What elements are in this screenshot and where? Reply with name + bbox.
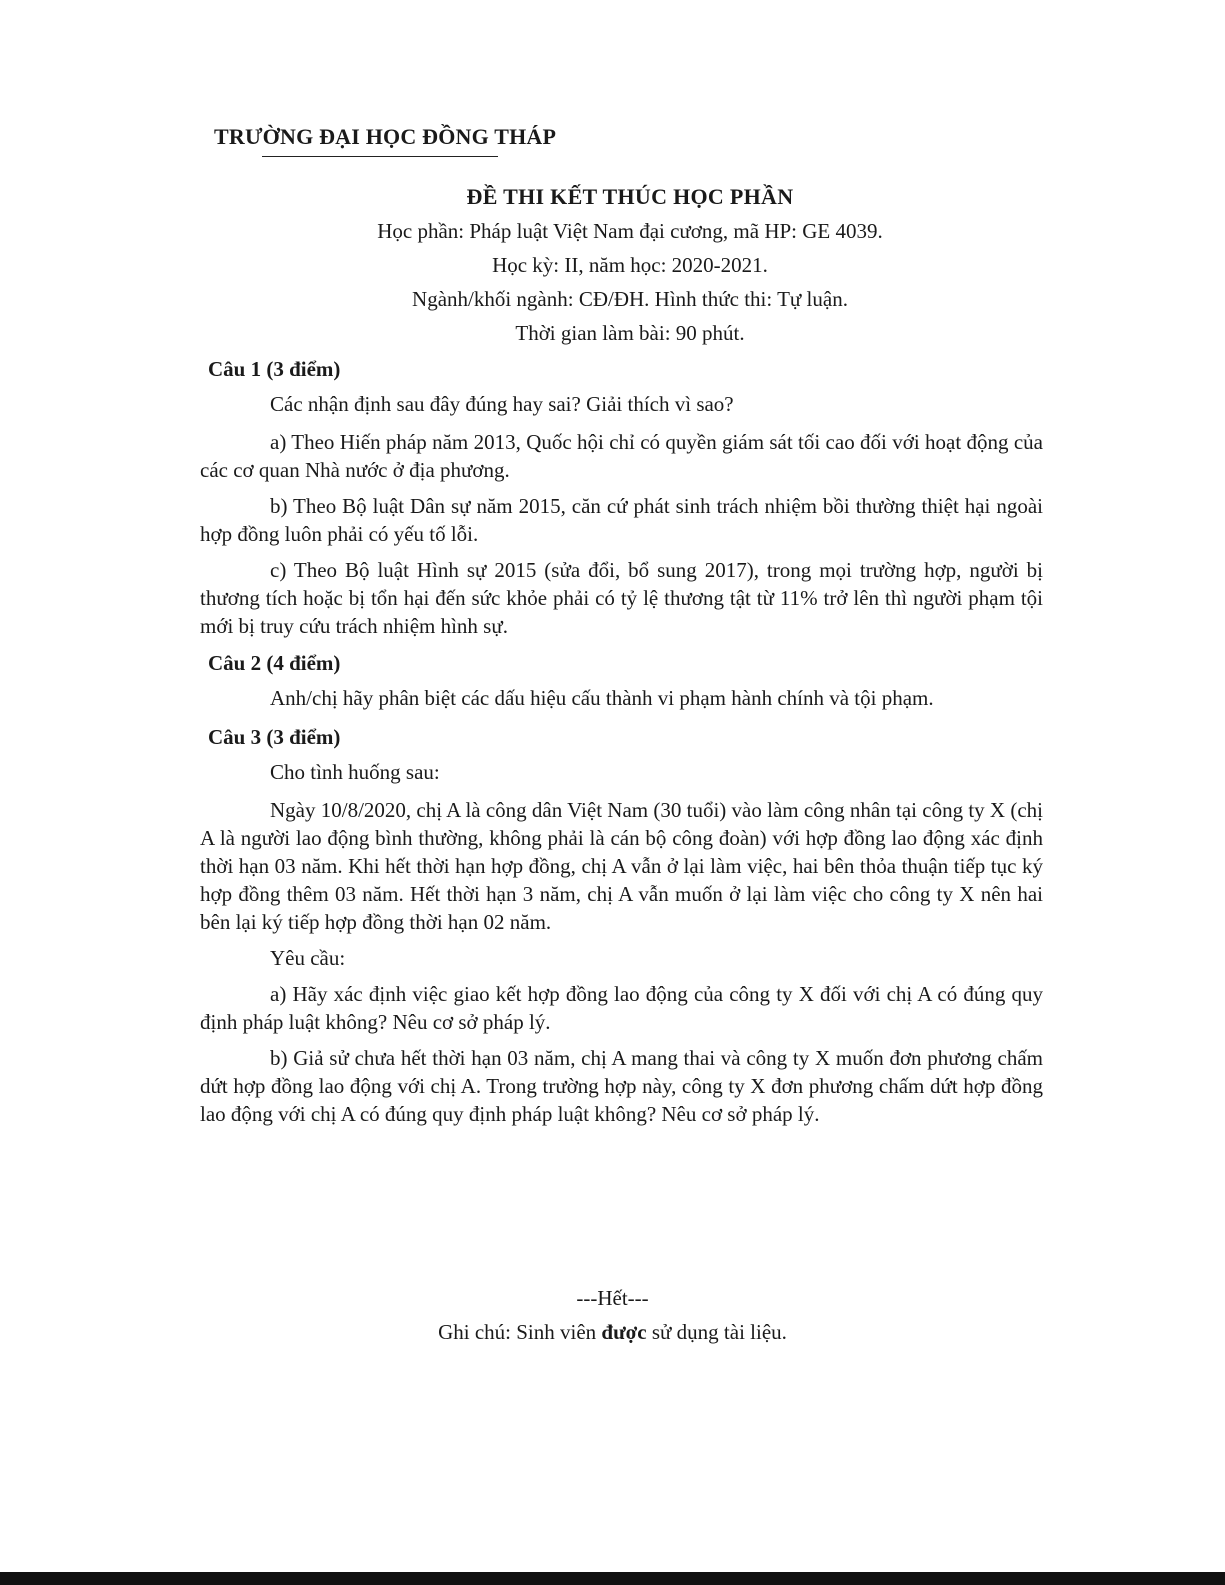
semester-line: Học kỳ: II, năm học: 2020-2021. — [492, 253, 768, 277]
question-heading: Câu 1 (3 điểm) — [208, 357, 341, 381]
scan-bottom-edge — [0, 1572, 1225, 1585]
question-paragraph: b) Theo Bộ luật Dân sự năm 2015, căn cứ phát sinh trách nhiệm bồi thường thiệt hại ngoài hợp đồng luôn phải có yếu tố lỗi. — [200, 494, 1043, 546]
note-emphasis: được — [601, 1320, 647, 1344]
question-paragraph: Anh/chị hãy phân biệt các dấu hiệu cấu thành vi phạm hành chính và tội phạm. — [270, 686, 934, 710]
note-suffix: sử dụng tài liệu. — [646, 1320, 787, 1344]
exam-title: ĐỀ THI KẾT THÚC HỌC PHẦN — [466, 184, 794, 209]
exam-header — [300, 180, 960, 350]
question-paragraph: c) Theo Bộ luật Hình sự 2015 (sửa đổi, bổ sung 2017), trong mọi trường hợp, người bị thương tích hoặc bị tổn hại đến sức khỏe phải có tỷ lệ thương tật từ 11% trở lên thì người phạm tội mới bị truy cứu trách nhiệm hình sự. — [200, 558, 1043, 638]
question-1 — [200, 354, 1043, 640]
duration-line: Thời gian làm bài: 90 phút. — [515, 321, 745, 345]
major-line: Ngành/khối ngành: CĐ/ĐH. Hình thức thi: Tự luận. — [412, 287, 848, 311]
question-paragraph: a) Theo Hiến pháp năm 2013, Quốc hội chỉ có quyền giám sát tối cao đối với hoạt động của các cơ quan Nhà nước ở địa phương. — [200, 430, 1043, 482]
question-paragraph: Ngày 10/8/2020, chị A là công dân Việt Nam (30 tuổi) vào làm công nhân tại công ty X (chị A là người lao động bình thường, không phải là cán bộ công đoàn) với hợp đồng lao động xác định thời hạn 03 năm. Khi hết thời hạn hợp đồng, chị A vẫn ở lại làm việc, hai bên thỏa thuận tiếp tục ký hợp đồng thêm 03 năm. Hết thời hạn 3 năm, chị A vẫn muốn ở lại làm việc cho công ty X nên hai bên lại ký tiếp hợp đồng thời hạn 02 năm. — [200, 798, 1043, 934]
school-name: TRƯỜNG ĐẠI HỌC ĐỒNG THÁP — [214, 124, 557, 149]
school-underline — [262, 156, 498, 157]
exam-note — [0, 1320, 1225, 1345]
course-line: Học phần: Pháp luật Việt Nam đại cương, mã HP: GE 4039. — [377, 219, 883, 243]
question-paragraph: a) Hãy xác định việc giao kết hợp đồng lao động của công ty X đối với chị A có đúng quy định pháp luật không? Nêu cơ sở pháp lý. — [200, 982, 1043, 1034]
question-heading: Câu 2 (4 điểm) — [208, 651, 341, 675]
question-2 — [200, 648, 1043, 712]
exam-body — [200, 354, 1043, 1136]
note-prefix: Ghi chú: Sinh viên — [438, 1320, 602, 1344]
question-3 — [200, 722, 1043, 1128]
question-paragraph: b) Giả sử chưa hết thời hạn 03 năm, chị A mang thai và công ty X muốn đơn phương chấm dứt hợp đồng lao động với chị A. Trong trường hợp này, công ty X đơn phương chấm dứt hợp đồng lao động với chị A có đúng quy định pháp luật không? Nêu cơ sở pháp lý. — [200, 1046, 1043, 1126]
question-heading: Câu 3 (3 điểm) — [208, 725, 341, 749]
question-paragraph: Yêu cầu: — [270, 946, 346, 970]
question-paragraph: Cho tình huống sau: — [270, 760, 440, 784]
end-mark: ---Hết--- — [576, 1286, 649, 1310]
question-paragraph: Các nhận định sau đây đúng hay sai? Giải thích vì sao? — [270, 392, 734, 416]
